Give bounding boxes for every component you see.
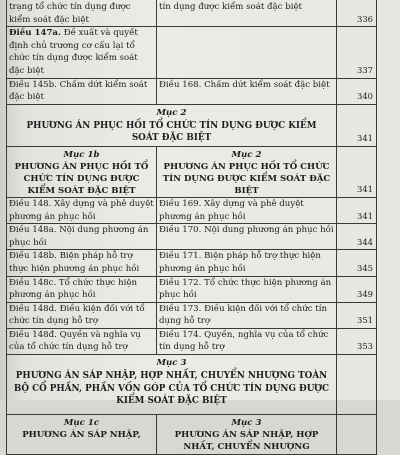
subsection-row: [7, 146, 377, 197]
article-number: Điều 168.: [159, 79, 202, 90]
page-number: [337, 415, 377, 455]
table-row: [7, 328, 377, 354]
table-row: [7, 250, 377, 276]
article-title: Tổ chức thực hiện phương án phục hồi: [9, 277, 138, 301]
left-cell: [7, 27, 157, 78]
right-cell: [157, 302, 337, 328]
article-number: Điều 145b.: [9, 79, 57, 90]
subsection-row: [7, 415, 377, 455]
section-title: PHƯƠNG ÁN SÁP NHẬP, HỢP NHẤT, CHUYỂN NHƯỢNG TOÀN BỘ CỔ PHẦN, PHẦN VỐN GÓP CỦA TỔ CHỨC TÍN DỤNG ĐƯỢC KIỂM SOÁT ĐẶC BIỆT: [13, 371, 330, 407]
left-text: trạng tổ chức tín dụng được kiểm soát đặc biệt: [9, 2, 131, 25]
page-number: 341: [337, 197, 377, 223]
table-row: [7, 197, 377, 223]
subsection-label: Mục 1c: [63, 418, 100, 429]
article-title: Nội dung phương án phục hồi: [9, 225, 149, 248]
left-cell: [7, 224, 157, 250]
article-title: Quyền, nghĩa vụ của tổ chức tín dụng hỗ trợ: [159, 329, 329, 353]
subsection-title: PHƯƠNG ÁN SÁP NHẬP, HỢP NHẤT, CHUYỂN NHƯỢNG: [174, 430, 319, 453]
article-number: Điều 148a.: [9, 225, 57, 236]
page-number: 344: [337, 224, 377, 250]
article-title: Biện pháp hỗ trợ thực hiện phương án phục hồi: [9, 251, 140, 274]
page-number: 337: [337, 27, 377, 78]
article-title: Quyền và nghĩa vụ của tổ chức tín dụng hỗ trợ: [9, 329, 141, 353]
table-row: [7, 27, 377, 78]
page-number: 336: [337, 0, 377, 27]
article-title: Xây dựng và phê duyệt phương án phục hồi: [159, 198, 304, 222]
right-cell: [157, 224, 337, 250]
article-title: Biện pháp hỗ trợ thực hiện phương án phục hồi: [159, 251, 321, 274]
article-title: Điều kiện đối với tổ chức tín dụng hỗ trợ: [9, 303, 145, 327]
section-row: [7, 104, 377, 146]
page-number: 341: [337, 146, 377, 197]
article-title: Chấm dứt kiểm soát đặc biệt: [201, 79, 330, 90]
page-number: 345: [337, 250, 377, 276]
article-number: Điều 148đ.: [9, 329, 57, 340]
subsection-title: PHƯƠNG ÁN PHỤC HỒI TỔ CHỨC TÍN DỤNG ĐƯỢC KIỂM SOÁT ĐẶC BIỆT: [162, 161, 331, 196]
subsection-label: Mục 1b: [63, 149, 100, 160]
article-title: Chấm dứt kiểm soát đặc biệt: [9, 79, 148, 103]
page-number: 353: [337, 328, 377, 354]
article-number: Điều 148b.: [9, 251, 57, 262]
section-label: Mục 2: [156, 107, 187, 118]
left-subsection: [7, 146, 157, 197]
page-number: 349: [337, 276, 377, 302]
article-number: Điều 174.: [159, 329, 202, 340]
left-cell: [7, 328, 157, 354]
left-subsection: [7, 415, 157, 455]
subsection-title: PHƯƠNG ÁN SÁP NHẬP,: [22, 430, 141, 441]
section-heading: [7, 355, 337, 415]
article-number: Điều 148c.: [9, 277, 57, 288]
right-subsection: [157, 146, 337, 197]
table-row: [7, 302, 377, 328]
article-number: Điều 147a.: [9, 28, 61, 39]
article-number: Điều 172.: [159, 277, 202, 288]
left-cell: [7, 276, 157, 302]
table-row: [7, 0, 377, 27]
subsection-label: Mục 2: [231, 149, 262, 160]
article-number: Điều 148d.: [9, 303, 57, 314]
page-number: 340: [337, 78, 377, 104]
page-number: 341: [337, 104, 377, 146]
article-title: Đề xuất và quyết định chủ trương cơ cấu lại tổ chức tín dụng được kiểm soát đặc biệt: [9, 28, 138, 76]
page-number: 351: [337, 302, 377, 328]
subsection-label: Mục 3: [231, 418, 262, 429]
section-row: [7, 355, 377, 415]
article-number: Điều 171.: [159, 251, 202, 262]
section-heading: [7, 104, 337, 146]
right-cell: [157, 328, 337, 354]
article-title: Xây dựng và phê duyệt phương án phục hồi: [9, 198, 154, 222]
left-cell: [7, 78, 157, 104]
page-number: [337, 355, 377, 415]
right-cell: [157, 250, 337, 276]
section-title: PHƯƠNG ÁN PHỤC HỒI TỔ CHỨC TÍN DỤNG ĐƯỢC KIỂM SOÁT ĐẶC BIỆT: [26, 120, 317, 144]
left-cell: [7, 0, 157, 27]
subsection-title: PHƯƠNG ÁN PHỤC HỒI TỔ CHỨC TÍN DỤNG ĐƯỢC KIỂM SOÁT ĐẶC BIỆT: [14, 161, 149, 196]
article-number: Điều 173.: [159, 303, 202, 314]
table-row: [7, 224, 377, 250]
article-number: Điều 148.: [9, 198, 52, 209]
right-cell: [157, 0, 337, 27]
article-number: Điều 169.: [159, 198, 202, 209]
right-subsection: [157, 415, 337, 455]
table-row: [7, 78, 377, 104]
right-cell: [157, 276, 337, 302]
article-title: Tổ chức thực hiện phương án phục hồi: [159, 277, 332, 301]
table-row: [7, 276, 377, 302]
right-text: tín dụng được kiểm soát đặc biệt: [159, 2, 303, 12]
right-cell: [157, 78, 337, 104]
article-number: Điều 170.: [159, 225, 202, 236]
section-label: Mục 3: [156, 358, 187, 369]
left-cell: [7, 250, 157, 276]
right-cell: [157, 197, 337, 223]
comparison-table: [6, 0, 377, 455]
article-title: Nội dung phương án phục hồi: [201, 225, 334, 236]
right-cell: [157, 27, 337, 78]
left-cell: [7, 302, 157, 328]
article-title: Điều kiện đối với tổ chức tín dụng hỗ trợ: [159, 303, 328, 327]
left-cell: [7, 197, 157, 223]
